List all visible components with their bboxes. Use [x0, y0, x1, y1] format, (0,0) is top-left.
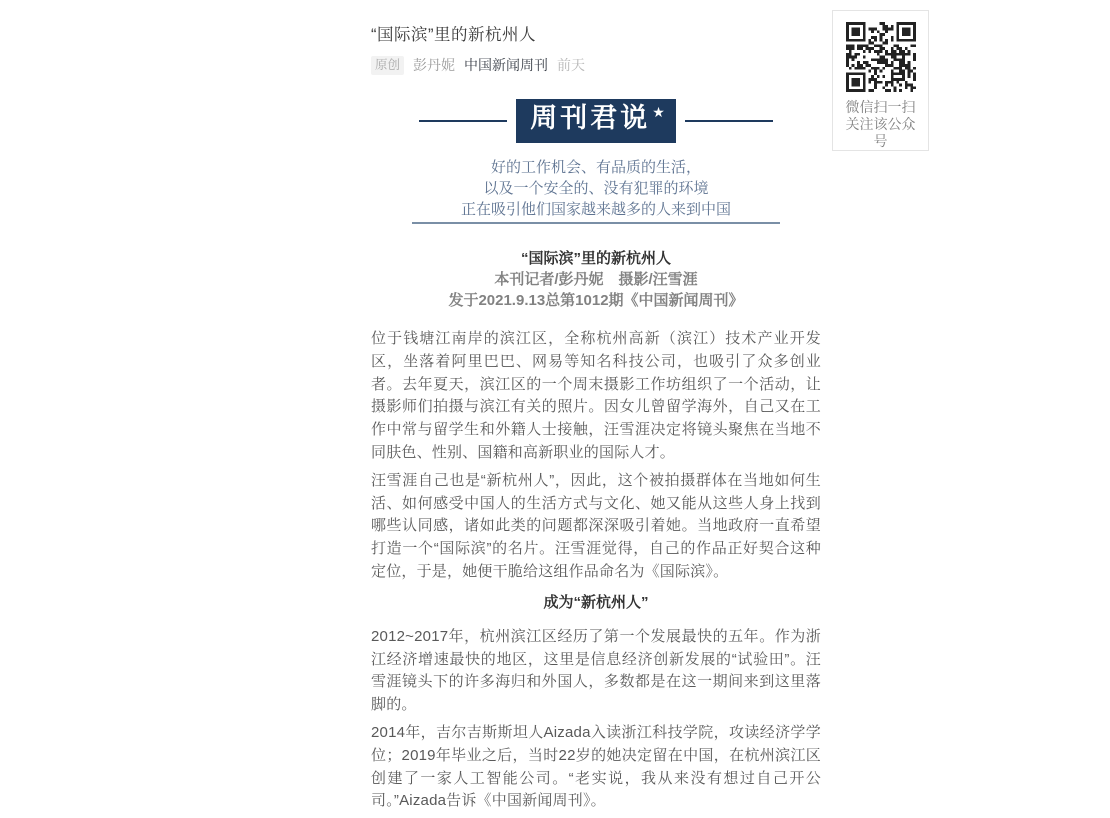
intro-line-2: 以及一个安全的、没有犯罪的环境	[483, 180, 709, 197]
article-heading-block	[371, 248, 821, 311]
banner-label: 周刊君说	[530, 103, 651, 133]
page-title: “国际滨”里的新杭州人	[371, 26, 536, 44]
qr-code	[846, 22, 916, 92]
article-content	[371, 0, 821, 818]
star-icon: ★	[652, 104, 665, 120]
paragraph-1: 位于钱塘江南岸的滨江区，全称杭州高新（滨江）技术产业开发区，坐落着阿里巴巴、网易等知名科技公司，也吸引了众多创业者。去年夏天，滨江区的一个周末摄影工作坊组织了一个活动，让摄影师们拍摄与滨江有关的照片。因女儿曾留学海外，自己又在工作中常与留学生和外籍人士接触，汪雪涯决定将镜头聚焦在当地不同肤色、性别、国籍和高新职业的国际人才。	[371, 330, 821, 461]
intro-line-1: 好的工作机会、有品质的生活，	[490, 159, 701, 176]
qr-follow-panel	[832, 10, 929, 151]
zhoukanjun-banner	[371, 99, 821, 143]
intro-line-3: 正在吸引他们国家越来越多的人来到中国	[460, 201, 731, 218]
banner-left-rule	[419, 120, 507, 122]
qr-caption: 微信扫一扫关注该公众号	[845, 99, 916, 149]
paragraph-3: 2012~2017年，杭州滨江区经历了第一个发展最快的五年。作为浙江经济增速最快的地区，这里是信息经济创新发展的“试验田”。汪雪涯镜头下的许多海归和外国人，多数都是在这一期间来到这里落脚的。	[371, 627, 821, 714]
account-link[interactable]: 中国新闻周刊	[464, 57, 549, 73]
original-badge: 原创	[371, 56, 404, 75]
article-title: “国际滨”里的新杭州人	[520, 250, 671, 267]
paragraph-4: 2014年，吉尔吉斯斯坦人Aizada入读浙江科技学院，攻读经济学学位；2019年毕业之后，当时22岁的她决定留在中国，在杭州滨江区创建了一家人工智能公司。“老实说，我从来没有想过自己开公司。”Aizada告诉《中国新闻周刊》。	[371, 723, 821, 810]
intro-divider	[412, 222, 780, 224]
section-header: 成为“新杭州人”	[543, 593, 649, 611]
banner-right-rule	[685, 120, 773, 122]
publish-time: 前天	[557, 57, 586, 73]
author-name: 彭丹妮	[413, 57, 456, 73]
intro-quote	[371, 157, 821, 220]
paragraph-2: 汪雪涯自己也是“新杭州人”，因此，这个被拍摄群体在当地如何生活、如何感受中国人的生活方式与文化、她又能从这些人身上找到哪些认同感，诸如此类的问题都深深吸引着她。当地政府一直希望打造一个“国际滨”的名片。汪雪涯觉得，自己的作品正好契合这种定位，于是，她便干脆给这组作品命名为《国际滨》。	[371, 471, 821, 580]
article-byline: 本刊记者/彭丹妮 摄影/汪雪涯	[494, 271, 698, 288]
article-meta-row	[371, 55, 821, 75]
banner-logo	[516, 99, 676, 143]
article-issue-line: 发于2021.9.13总第1012期《中国新闻周刊》	[448, 292, 744, 309]
